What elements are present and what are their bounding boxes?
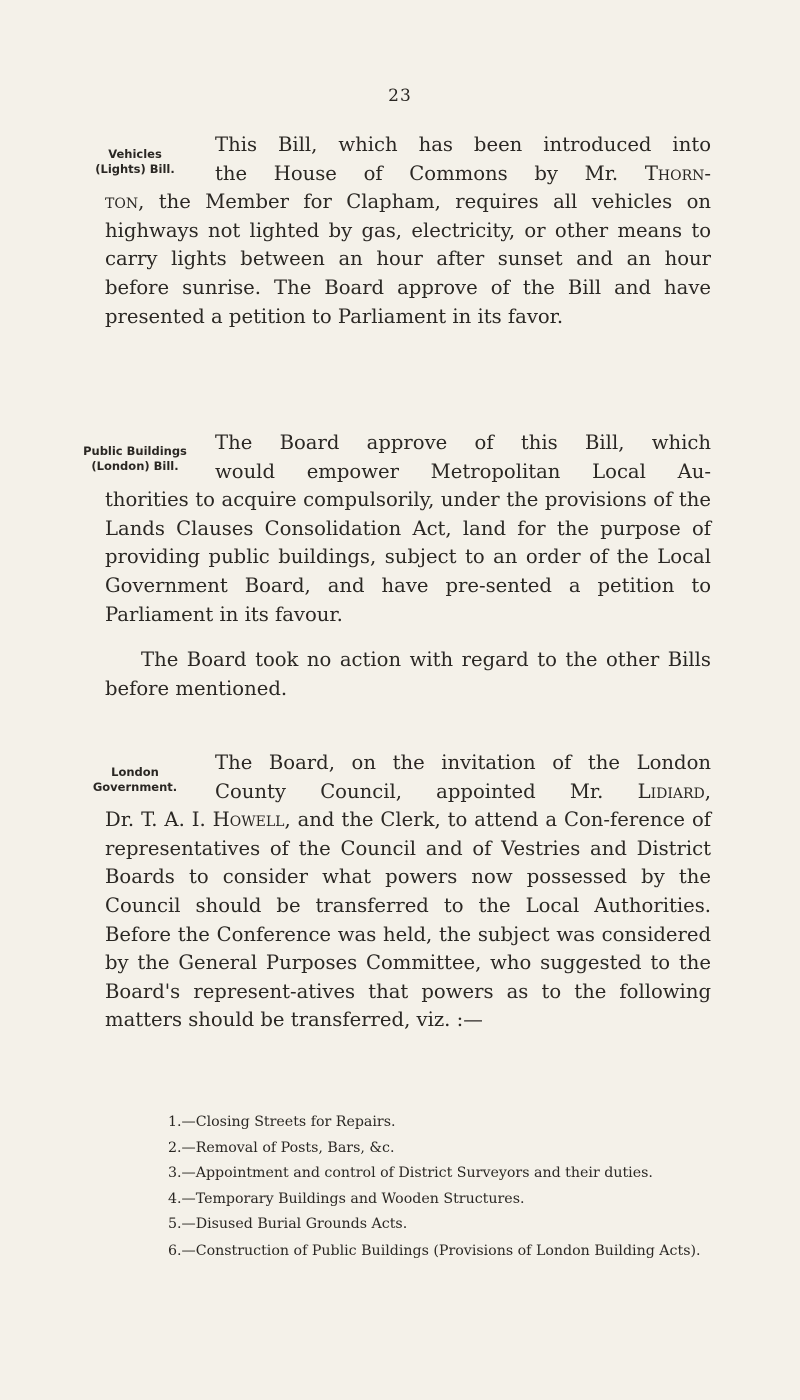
paragraph-line: The Board approve of this Bill, which xyxy=(215,431,711,454)
paragraph-body xyxy=(105,188,711,331)
paragraph-line xyxy=(105,778,711,807)
sidenote-line: Government. xyxy=(92,780,178,794)
sidenote-line: Vehicles xyxy=(108,147,162,161)
paragraph-vehicles-bill xyxy=(105,131,711,331)
paragraph-line: This Bill, which has been introduced into xyxy=(215,133,711,156)
sidenote-line: London xyxy=(111,765,159,779)
sidenote-line: Public Buildings xyxy=(83,444,187,458)
paragraph-line: would empower Metropolitan Local Au- xyxy=(215,459,711,483)
paragraph-other-bills: The Board took no action with regard to the other Bills before mentioned. xyxy=(105,648,711,700)
small-caps-name: ton xyxy=(105,190,139,214)
small-caps-name: Thorn- xyxy=(644,161,711,185)
list-item: 2.—Removal of Posts, Bars, &c. xyxy=(168,1139,395,1156)
list-item: 6.—Construction of Public Buildings (Provisions of London Building Acts). xyxy=(168,1242,701,1259)
small-caps-name: Howell xyxy=(212,808,285,832)
transfer-matters-list xyxy=(168,1110,713,1262)
text-span: County Council, appointed Mr. xyxy=(215,779,638,803)
text-span: , and the Clerk, to attend a Con-ference of representatives of the Council and of Vestries and District Boards to consider what powers now possessed by the Council should be transferred to the Local Authorities. Before the Conference was held, the subject was considered by the General Purposes Committee, who suggested to the Board's represent-atives that powers as to the following matters should be transferred, viz. :— xyxy=(105,808,712,1032)
text-span: the House of Commons by Mr. xyxy=(215,161,645,185)
list-item: 3.—Appointment and control of District Surveyors and their duties. xyxy=(168,1165,653,1182)
paragraph-line: The Board, on the invitation of the London xyxy=(215,751,711,774)
list-item: 4.—Temporary Buildings and Wooden Structures. xyxy=(168,1190,525,1207)
text-span: , the Member for Clapham, requires all vehicles on highways not lighted by gas, electricity, or other means to carry lights between an hour after sunset and an hour before sunrise. The Board approve of the Bill and have presented a petition to Parliament in its favor. xyxy=(105,190,711,328)
sidenote-line: (London) Bill. xyxy=(91,459,179,473)
small-caps-name: Lidiard, xyxy=(637,779,711,803)
paragraph-line xyxy=(105,160,711,189)
sidenote-line: (Lights) Bill. xyxy=(95,162,175,176)
list-item: 1.—Closing Streets for Repairs. xyxy=(168,1114,396,1130)
paragraph-london-government xyxy=(105,749,711,1035)
text-span: Dr. T. A. I. xyxy=(105,808,213,832)
page-number: 23 xyxy=(388,86,412,106)
paragraph-public-buildings-bill xyxy=(105,429,711,629)
paragraph-body: thorities to acquire compulsorily, under the provisions of the Lands Clauses Consolidation Act, land for the purpose of providing public buildings, subject to an order of the Local Government Board, and have pre-sented a petition to Parliament in its favour. xyxy=(105,488,711,626)
list-item: 5.—Disused Burial Grounds Acts. xyxy=(168,1216,408,1233)
paragraph-body xyxy=(105,806,711,1035)
